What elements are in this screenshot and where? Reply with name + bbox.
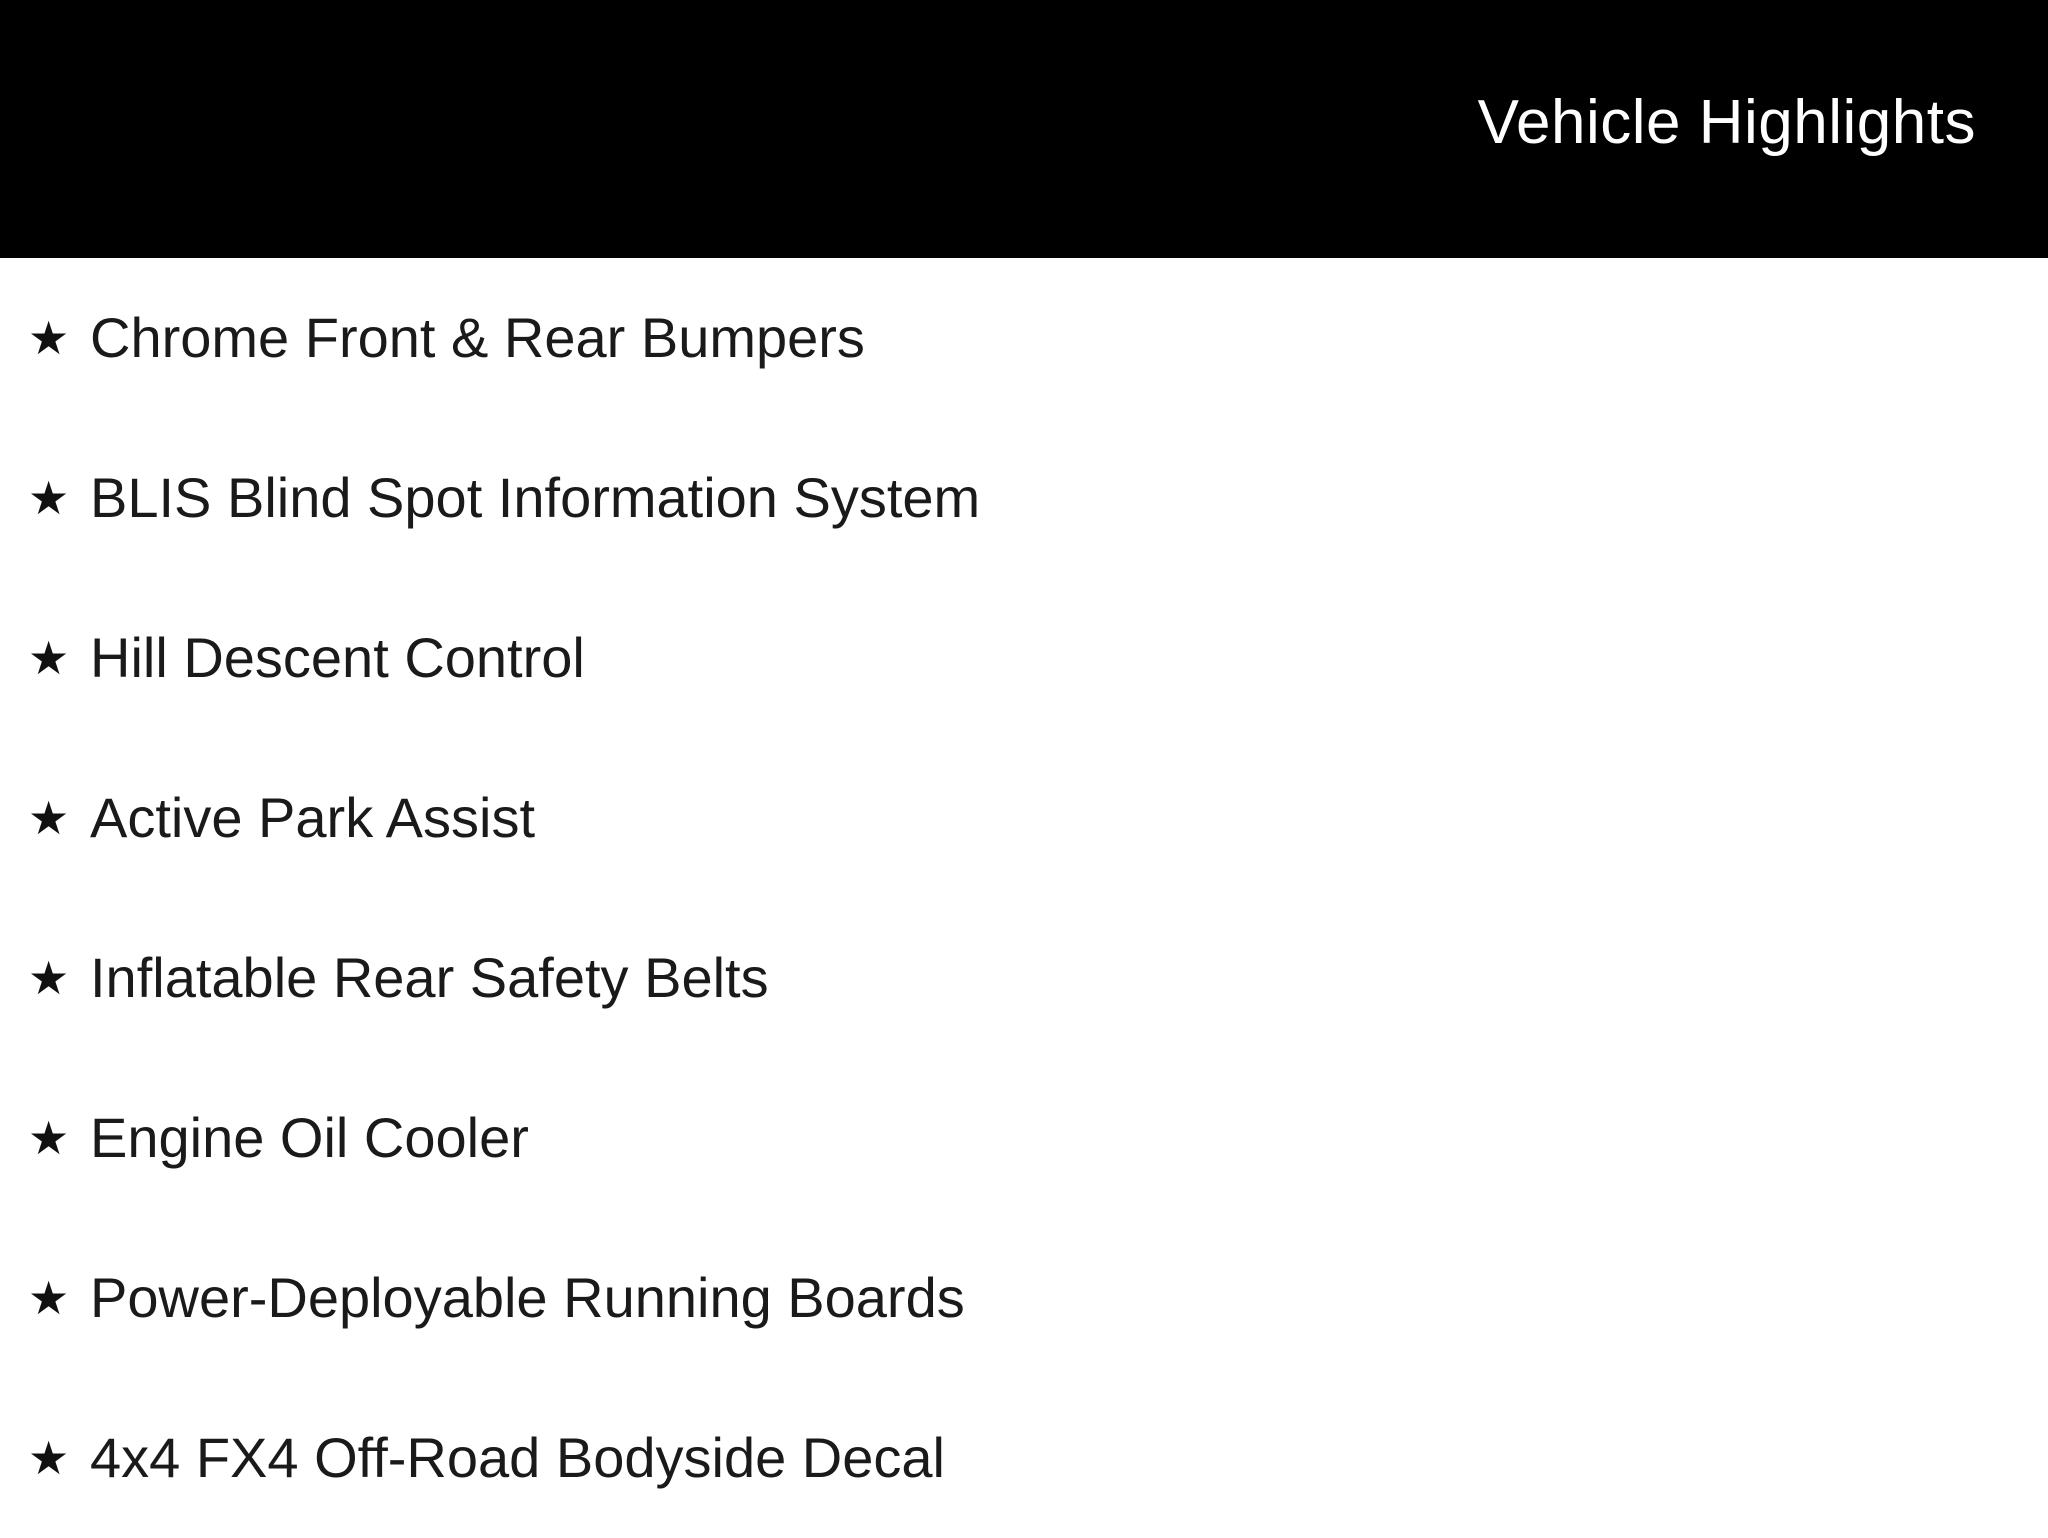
star-icon: ★ [28,472,70,524]
star-icon: ★ [28,1272,70,1324]
list-item [0,1218,2048,1378]
list-item [0,1378,2048,1538]
list-item-label: 4x4 FX4 Off-Road Bodyside Decal [90,1426,945,1489]
star-icon: ★ [28,792,70,844]
list-item-label: Hill Descent Control [90,626,585,689]
header-bar [0,0,2048,258]
list-item-label: Chrome Front & Rear Bumpers [90,306,865,369]
vehicle-highlights-list [0,258,2048,1538]
page-title: Vehicle Highlights [1477,88,1976,157]
list-item [0,578,2048,738]
list-item [0,898,2048,1058]
list-item [0,258,2048,418]
list-item-label: Inflatable Rear Safety Belts [90,946,769,1009]
star-icon: ★ [28,1112,70,1164]
list-item [0,738,2048,898]
list-item [0,418,2048,578]
list-item-label: Power-Deployable Running Boards [90,1266,965,1329]
star-icon: ★ [28,312,70,364]
list-item [0,1058,2048,1218]
star-icon: ★ [28,1432,70,1484]
list-item-label: Engine Oil Cooler [90,1106,529,1169]
star-icon: ★ [28,632,70,684]
star-icon: ★ [28,952,70,1004]
list-item-label: Active Park Assist [90,786,536,849]
list-item-label: BLIS Blind Spot Information System [90,466,981,529]
